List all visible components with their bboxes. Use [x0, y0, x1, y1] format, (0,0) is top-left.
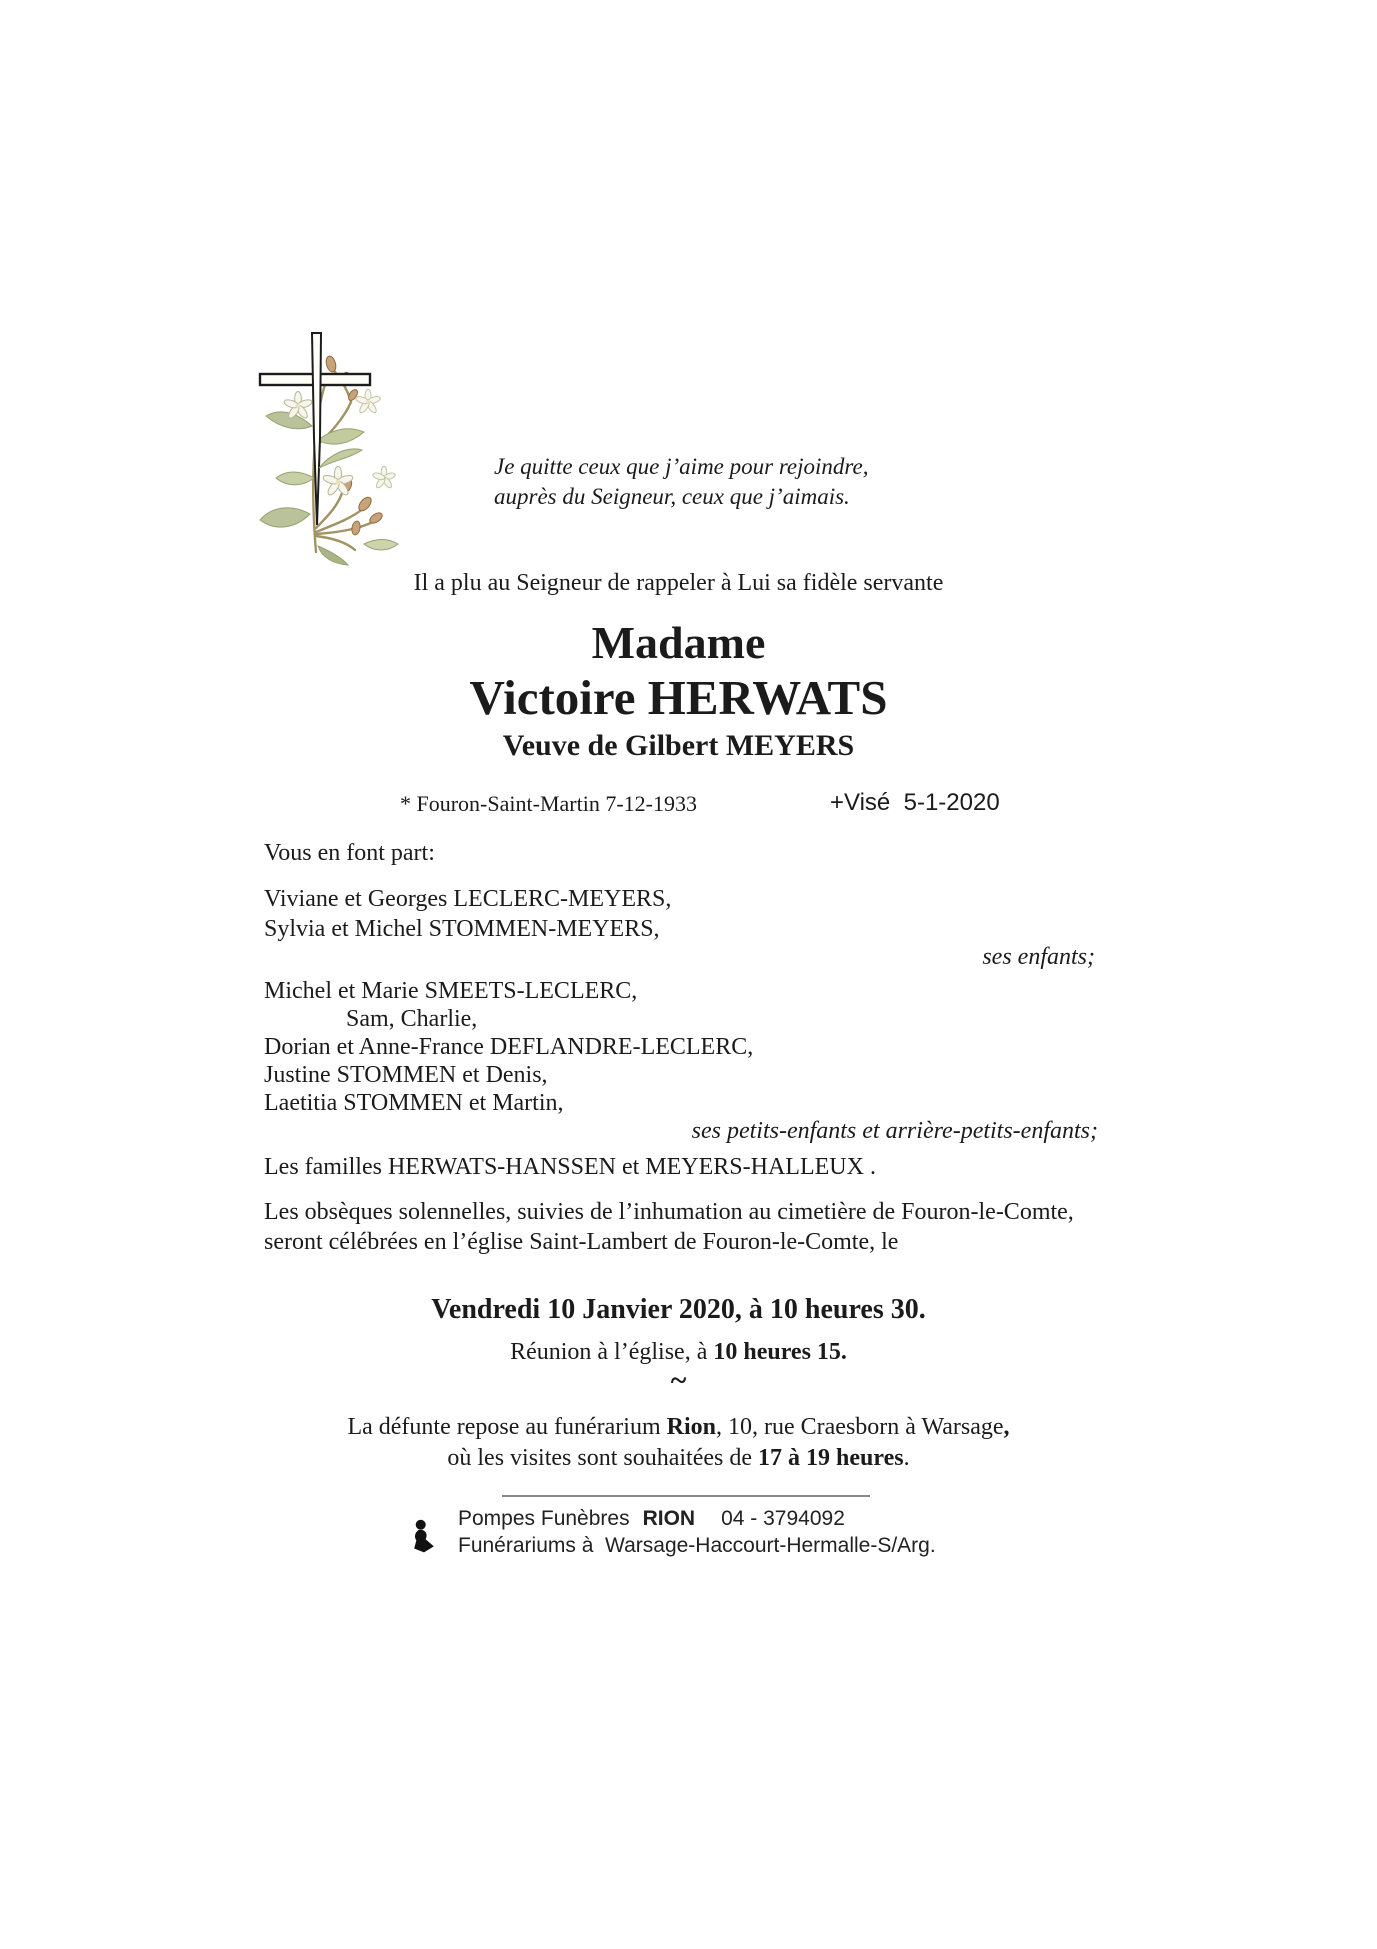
repose-end: ,	[1003, 1414, 1010, 1440]
reunion-line	[0, 1339, 1357, 1366]
footer-divider	[502, 1495, 870, 1497]
grandchild-line: Justine STOMMEN et Denis,	[264, 1062, 548, 1088]
announcement-lead: Vous en font part:	[264, 840, 435, 866]
grandchildren-label: ses petits-enfants et arrière-petits-enfants;	[691, 1118, 1098, 1144]
intro-sentence: Il a plu au Seigneur de rappeler à Lui sa fidèle servante	[413, 570, 944, 596]
child-line: Sylvia et Michel STOMMEN-MEYERS,	[264, 916, 660, 942]
visits-line	[0, 1445, 1357, 1472]
plant-stems	[313, 368, 373, 552]
funeral-paragraph-line-1: Les obsèques solennelles, suivies de l’inhumation au cimetière de Fouron-le-Comte,	[264, 1199, 1074, 1225]
birth-date: * Fouron-Saint-Martin 7-12-1933	[400, 791, 697, 816]
separator-tilde: ~	[670, 1364, 687, 1397]
quote-line-2: auprès du Seigneur, ceux que j’aimais.	[494, 484, 850, 509]
opening-quote	[494, 452, 868, 512]
repose-address: , 10, rue Craesborn à Warsage	[716, 1414, 1004, 1440]
repose-prefix: La défunte repose au funérarium	[347, 1414, 667, 1440]
funeral-home-name: Rion	[666, 1414, 716, 1440]
children-label: ses enfants;	[982, 944, 1095, 970]
foreground-leaf	[319, 449, 362, 468]
grandchild-line: Laetitia STOMMEN et Martin,	[264, 1090, 564, 1116]
ceremony-date: Vendredi 10 Janvier 2020, à 10 heures 30.	[431, 1294, 926, 1325]
footer-company-line	[458, 1505, 845, 1532]
deceased-widow-of: Veuve de Gilbert MEYERS	[502, 729, 855, 762]
footer-phone: 04 - 3794092	[721, 1507, 845, 1530]
footer-locations-line: Funérariums à Warsage-Haccourt-Hermalle-S/Arg.	[458, 1534, 936, 1557]
deceased-name: Victoire HERWATS	[469, 670, 888, 725]
visits-prefix: où les visites sont souhaitées de	[447, 1445, 759, 1471]
repose-line	[0, 1414, 1357, 1441]
visits-suffix: .	[903, 1445, 910, 1471]
deceased-title: Madame	[591, 617, 766, 668]
footer-company-prefix: Pompes Funèbres	[458, 1507, 630, 1530]
families-line: Les familles HERWATS-HANSSEN et MEYERS-HALLEUX .	[264, 1154, 876, 1180]
reunion-time: 10 heures 15.	[713, 1339, 847, 1365]
reunion-prefix: Réunion à l’église, à	[510, 1339, 714, 1365]
child-line: Viviane et Georges LECLERC-MEYERS,	[264, 886, 672, 912]
funeral-paragraph-line-2: seront célébrées en l’église Saint-Lambert de Fouron-le-Comte, le	[264, 1229, 899, 1255]
grandchild-line: Michel et Marie SMEETS-LECLERC,	[264, 978, 638, 1004]
quote-line-1: Je quitte ceux que j’aime pour rejoindre,	[494, 454, 869, 479]
footer-company-name: RION	[642, 1507, 696, 1530]
death-date: +Visé 5-1-2020	[830, 789, 1000, 816]
grandchild-line: Sam, Charlie,	[346, 1006, 478, 1032]
grandchild-line: Dorian et Anne-France DEFLANDRE-LECLERC,	[264, 1034, 754, 1060]
cross-and-flowers-illustration	[252, 318, 404, 566]
visits-hours: 17 à 19 heures	[758, 1445, 904, 1471]
praying-figure-icon	[412, 1519, 436, 1553]
